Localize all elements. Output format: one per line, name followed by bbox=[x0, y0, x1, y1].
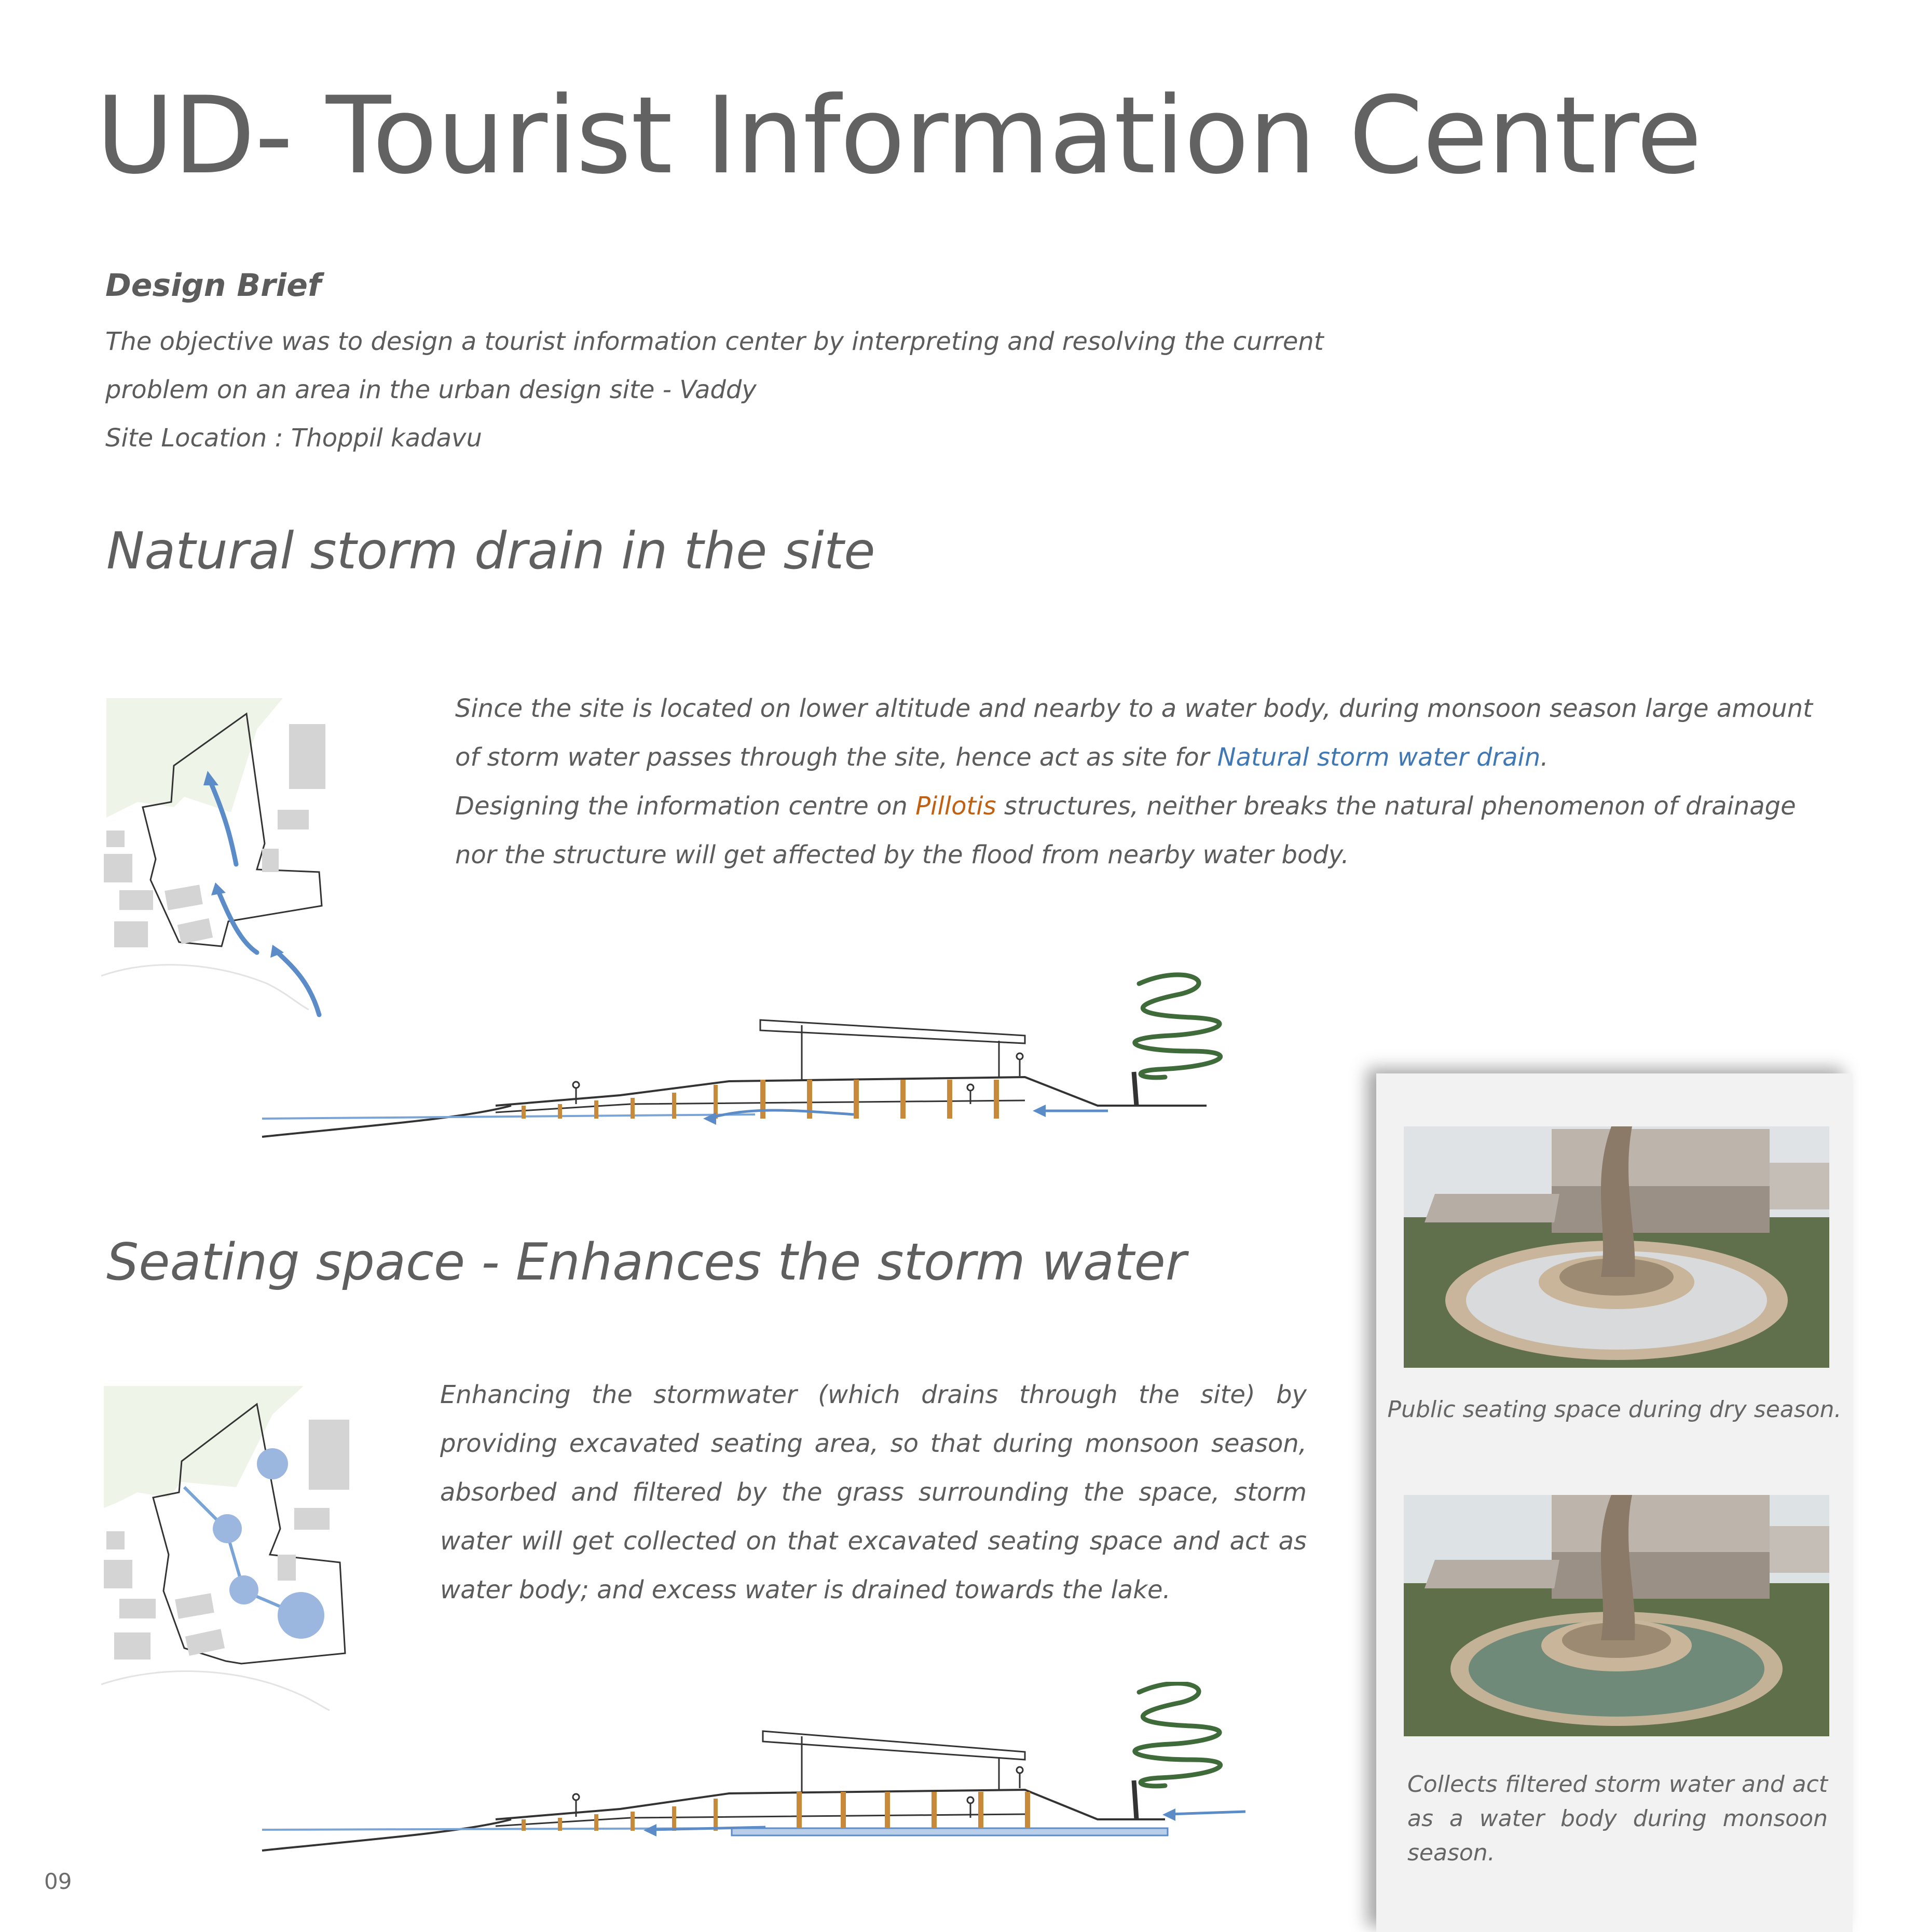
tree-trunk bbox=[1134, 1780, 1136, 1819]
design-brief-line-1: The objective was to design a tourist information center by interpreting and resolving the current bbox=[105, 327, 1324, 356]
building-block bbox=[114, 921, 148, 947]
excavated-water-body bbox=[732, 1828, 1168, 1835]
building-block bbox=[104, 854, 132, 882]
water-level-line bbox=[262, 1114, 755, 1119]
seating-space-heading: Seating space - Enhances the storm water bbox=[106, 1233, 1187, 1292]
building-block bbox=[294, 1508, 330, 1530]
building-block bbox=[289, 724, 325, 789]
building-block bbox=[106, 1531, 125, 1549]
monsoon-caption: Collects filtered storm water and act as a water body during monsoon season. bbox=[1407, 1771, 1828, 1866]
building-block bbox=[165, 885, 203, 910]
pillotis-highlight: Pillotis bbox=[915, 792, 996, 821]
building-block bbox=[106, 831, 125, 847]
storm-paragraph-1 bbox=[455, 684, 1836, 782]
building-block bbox=[119, 890, 153, 910]
building-block bbox=[104, 1560, 132, 1588]
vegetation-area bbox=[106, 698, 283, 818]
storm-drain-heading: Natural storm drain in the site bbox=[106, 522, 875, 581]
building-block bbox=[177, 918, 213, 944]
design-brief-heading: Design Brief bbox=[105, 267, 322, 304]
building-block bbox=[309, 1420, 349, 1490]
page-number: 09 bbox=[44, 1869, 72, 1894]
site-plan-seating-diagram bbox=[101, 1383, 392, 1716]
tree-canopy bbox=[1135, 1683, 1221, 1786]
monsoon-render-image bbox=[1404, 1495, 1829, 1736]
storm-para2-end: structures, neither breaks the natural phenomenon of drainage nor the structure will get affected by the flood from nearby water body. bbox=[455, 792, 1796, 869]
pilotis-columns bbox=[522, 1080, 999, 1119]
seating-space-description: Enhancing the stormwater (which drains through the site) by providing excavated seating area, so that during monsoon season, absorbed and filtered by the grass surrounding the space, storm water will get collected on that excavated seating space and act as water body; and excess water is drained towards the lake. bbox=[440, 1380, 1307, 1604]
site-location-line: Site Location : Thoppil kadavu bbox=[105, 424, 482, 453]
ground-line bbox=[262, 1106, 511, 1137]
natural-storm-water-drain-highlight: Natural storm water drain bbox=[1217, 743, 1541, 772]
storm-para1-end: . bbox=[1540, 743, 1549, 772]
design-brief-line-2: problem on an area in the urban design site - Vaddy bbox=[105, 375, 757, 404]
storm-para2-text: Designing the information centre on bbox=[455, 792, 916, 821]
storm-drain-description bbox=[455, 684, 1836, 879]
tree-trunk bbox=[1134, 1072, 1136, 1106]
building-block bbox=[114, 1632, 150, 1659]
dry-season-render-image bbox=[1404, 1126, 1829, 1368]
roof bbox=[760, 1020, 1025, 1043]
building-block bbox=[185, 1629, 225, 1656]
building-block bbox=[175, 1593, 214, 1619]
storm-paragraph-2 bbox=[455, 782, 1836, 879]
tree-canopy bbox=[1135, 975, 1221, 1078]
section-diagram-seating bbox=[257, 1682, 1274, 1869]
building-block bbox=[119, 1599, 156, 1618]
building-block bbox=[278, 1555, 296, 1581]
section-diagram-pilotis bbox=[257, 968, 1232, 1155]
building-block bbox=[278, 810, 309, 829]
storm-para1-text: Since the site is located on lower altitude and nearby to a water body, during monsoon season large amount of storm water passes through the site, hence act as site for bbox=[455, 694, 1813, 772]
dry-season-caption: Public seating space during dry season. bbox=[1387, 1396, 1842, 1423]
storm-water-flow bbox=[708, 1110, 854, 1119]
ground-line bbox=[262, 1819, 511, 1851]
building-block bbox=[262, 849, 279, 872]
page-title: UD- Tourist Information Centre bbox=[96, 74, 1702, 198]
